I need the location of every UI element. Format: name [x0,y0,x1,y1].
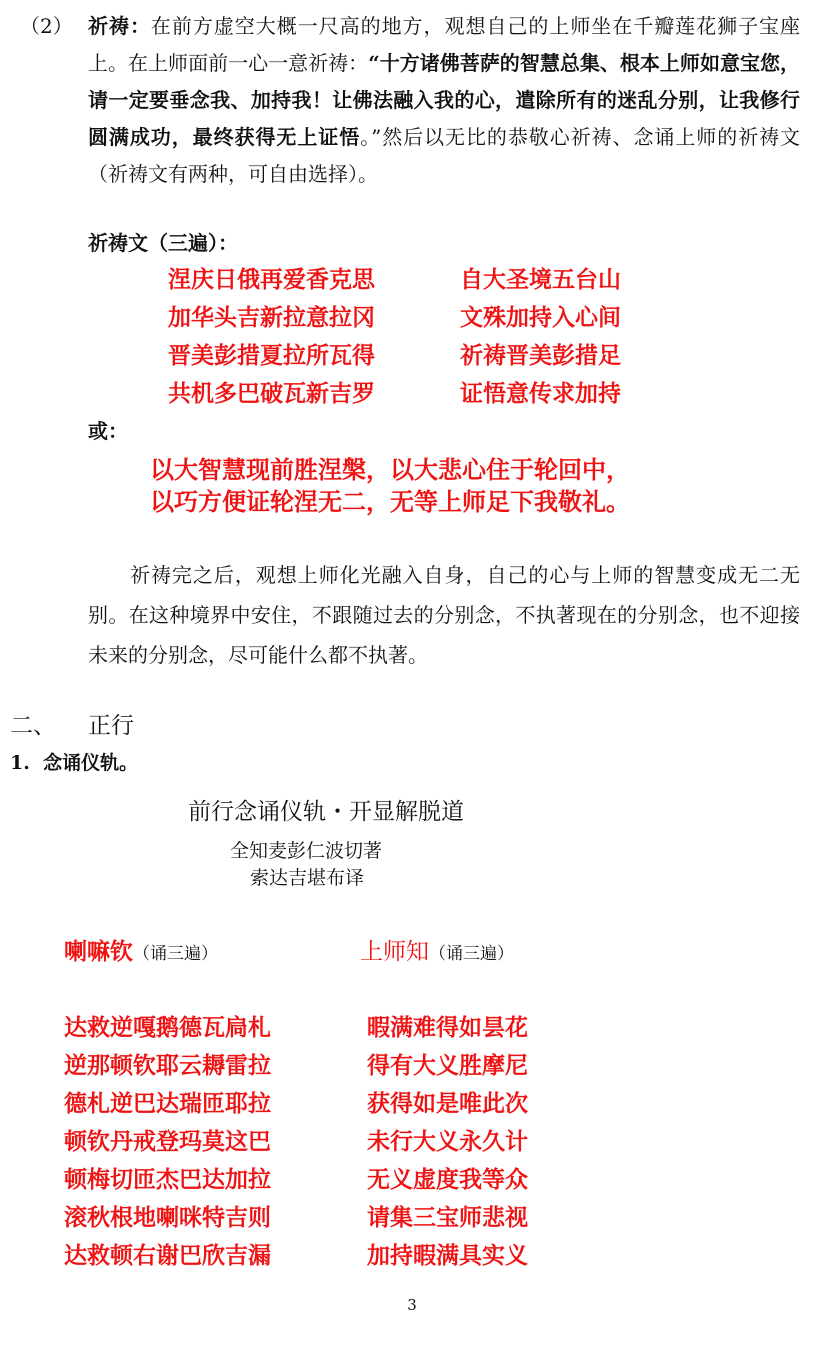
prayer-paragraph [88,8,800,193]
prayer-text-title: 祈祷文（三遍）： [88,231,238,255]
prayer-label: 祈祷： [88,14,151,38]
liturgy-line-translation: 暇满难得如昙花 [367,1014,528,1041]
liturgy-line: 德札逆巴达瑞匝耶拉 [64,1090,271,1117]
mantra-heading-left [64,933,218,966]
recite-note: （诵三遍） [429,944,514,964]
prayer-number: （2） [20,14,73,38]
prayer-line-translation: 文殊加持入心间 [460,304,621,331]
mantra-heading-text: 喇嘛钦 [64,938,133,965]
conclusion-paragraph: 祈祷完之后，观想上师化光融入自身，自己的心与上师的智慧变成无二无别。在这种境界中安住，不跟随过去的分别念，不执著现在的分别念，也不迎接未来的分别念，尽可能什么都不执著。 [88,563,800,667]
prayer-intro: 在前方虚空大概一尺高的地方，观想自己的上师坐在千瓣莲花狮子宝座上。在上师面前一心一意祈祷： [88,14,801,75]
liturgy-translator: 索达吉堪布译 [250,867,365,889]
section-title: 正行 [88,713,134,739]
alt-prayer-line: 以巧方便证轮涅无二，无等上师足下我敬礼。 [150,487,630,516]
liturgy-line: 滚秋根地喇咪特吉则 [64,1204,271,1231]
section-item: 1. 念诵仪轨。 [10,752,139,774]
liturgy-line-translation: 无义虚度我等众 [367,1166,528,1193]
liturgy-line: 达救逆嘎鹅德瓦扃札 [64,1014,271,1041]
liturgy-author: 全知麦彭仁波切著 [230,840,383,862]
alt-prayer-line: 以大智慧现前胜涅槃，以大悲心住于轮回中， [150,455,630,484]
prayer-line-translation: 祈祷晋美彭措足 [460,342,621,369]
section-number: 二、 [10,713,56,739]
mantra-heading-text: 上师知 [360,939,429,965]
liturgy-line-translation: 请集三宝师悲视 [367,1204,528,1231]
liturgy-title: 前行念诵仪轨・开显解脱道 [188,799,464,825]
prayer-line: 加华头吉新拉意拉冈 [168,304,375,331]
liturgy-line: 顿钦丹戒登玛莫这巴 [64,1128,271,1155]
liturgy-line: 逆那顿钦耶云耨雷拉 [64,1052,271,1079]
prayer-line: 涅庆日俄再爱香克思 [168,266,375,293]
or-label: 或： [88,419,128,443]
prayer-after-quote: 。”然后以无比的恭敬心祈祷、念诵上师的祈祷文（祈祷文有两种，可自由选择）。 [88,125,801,186]
liturgy-line-translation: 得有大义胜摩尼 [367,1052,528,1079]
prayer-line-translation: 证悟意传求加持 [460,380,621,407]
liturgy-line: 达救顿右谢巴欣吉漏 [64,1242,271,1269]
prayer-line: 晋美彭措夏拉所瓦得 [168,342,375,369]
page-number: 3 [407,1296,417,1314]
liturgy-line-translation: 获得如是唯此次 [367,1090,528,1117]
recite-note: （诵三遍） [133,944,218,964]
liturgy-line-translation: 加持暇满具实义 [367,1242,528,1269]
prayer-line-translation: 自大圣境五台山 [460,266,621,293]
liturgy-line-translation: 未行大义永久计 [367,1128,528,1155]
liturgy-line: 顿梅切匝杰巴达加拉 [64,1166,271,1193]
prayer-line: 共机多巴破瓦新吉罗 [168,380,375,407]
prayer-quote: “十方诸佛菩萨的智慧总集、根本上师如意宝您，请一定要垂念我、加持我！让佛法融入我的心，遣除所有的迷乱分别，让我修行圆满成功，最终获得无上证悟 [88,51,800,149]
mantra-heading-right [360,933,514,966]
